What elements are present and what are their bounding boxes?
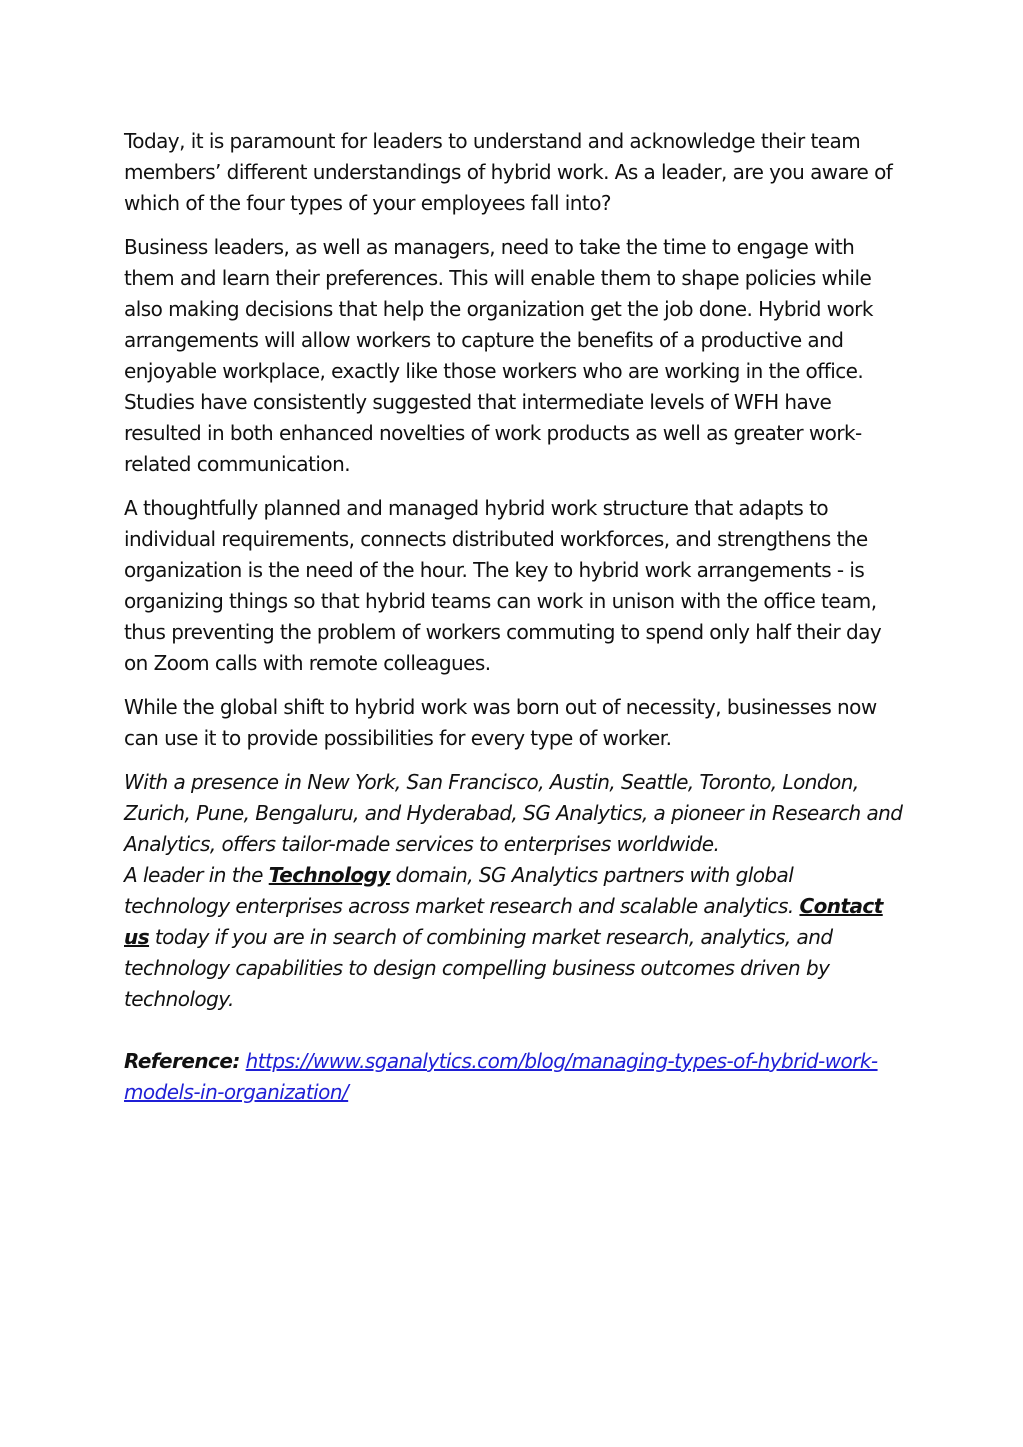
leader-prefix: A leader in the [124, 863, 269, 887]
closing-block [124, 767, 904, 1015]
paragraph-global-shift: While the global shift to hybrid work was born out of necessity, businesses now can use it to provide possibilities for every type of worker. [124, 695, 877, 750]
contact-us-link[interactable]: Contact us [124, 894, 883, 949]
reference-link[interactable]: https://www.sganalytics.com/blog/managing-types-of-hybrid-work-models-in-organization/ [124, 1049, 878, 1104]
leader-suffix: today if you are in search of combining market research, analytics, and technology capabilities to design compelling business outcomes driven by technology. [124, 925, 833, 1011]
paragraph-business-leaders: Business leaders, as well as managers, need to take the time to engage with them and learn their preferences. This will enable them to shape policies while also making decisions that help the organization get the job done. Hybrid work arrangements will allow workers to capture the benefits of a productive and enjoyable workplace, exactly like those workers who are working in the office. Studies have consistently suggested that intermediate levels of WFH have resulted in both enhanced novelties of work products as well as greater work-related communication. [124, 235, 873, 476]
presence-text: With a presence in New York, San Francisco, Austin, Seattle, Toronto, London, Zurich, Pune, Bengaluru, and Hyderabad, SG Analytics, a pioneer in Research and Analytics, offers tailor-made services to enterprises worldwide. [124, 770, 903, 856]
paragraph-work-structure: A thoughtfully planned and managed hybrid work structure that adapts to individual requirements, connects distributed workforces, and strengthens the organization is the need of the hour. The key to hybrid work arrangements - is organizing things so that hybrid teams can work in unison with the office team, thus preventing the problem of workers commuting to spend only half their day on Zoom calls with remote colleagues. [124, 496, 882, 675]
document-page [124, 126, 904, 1108]
leader-mid: domain, SG Analytics partners with global technology enterprises across market research and scalable analytics. [124, 863, 800, 918]
paragraph-hybrid-types: Today, it is paramount for leaders to understand and acknowledge their team members’ different understandings of hybrid work. As a leader, are you aware of which of the four types of your employees fall into? [124, 129, 893, 215]
reference-label: Reference: [124, 1049, 240, 1073]
leader-text [124, 860, 904, 1015]
technology-link[interactable]: Technology [268, 863, 390, 887]
reference-block [124, 1046, 904, 1108]
